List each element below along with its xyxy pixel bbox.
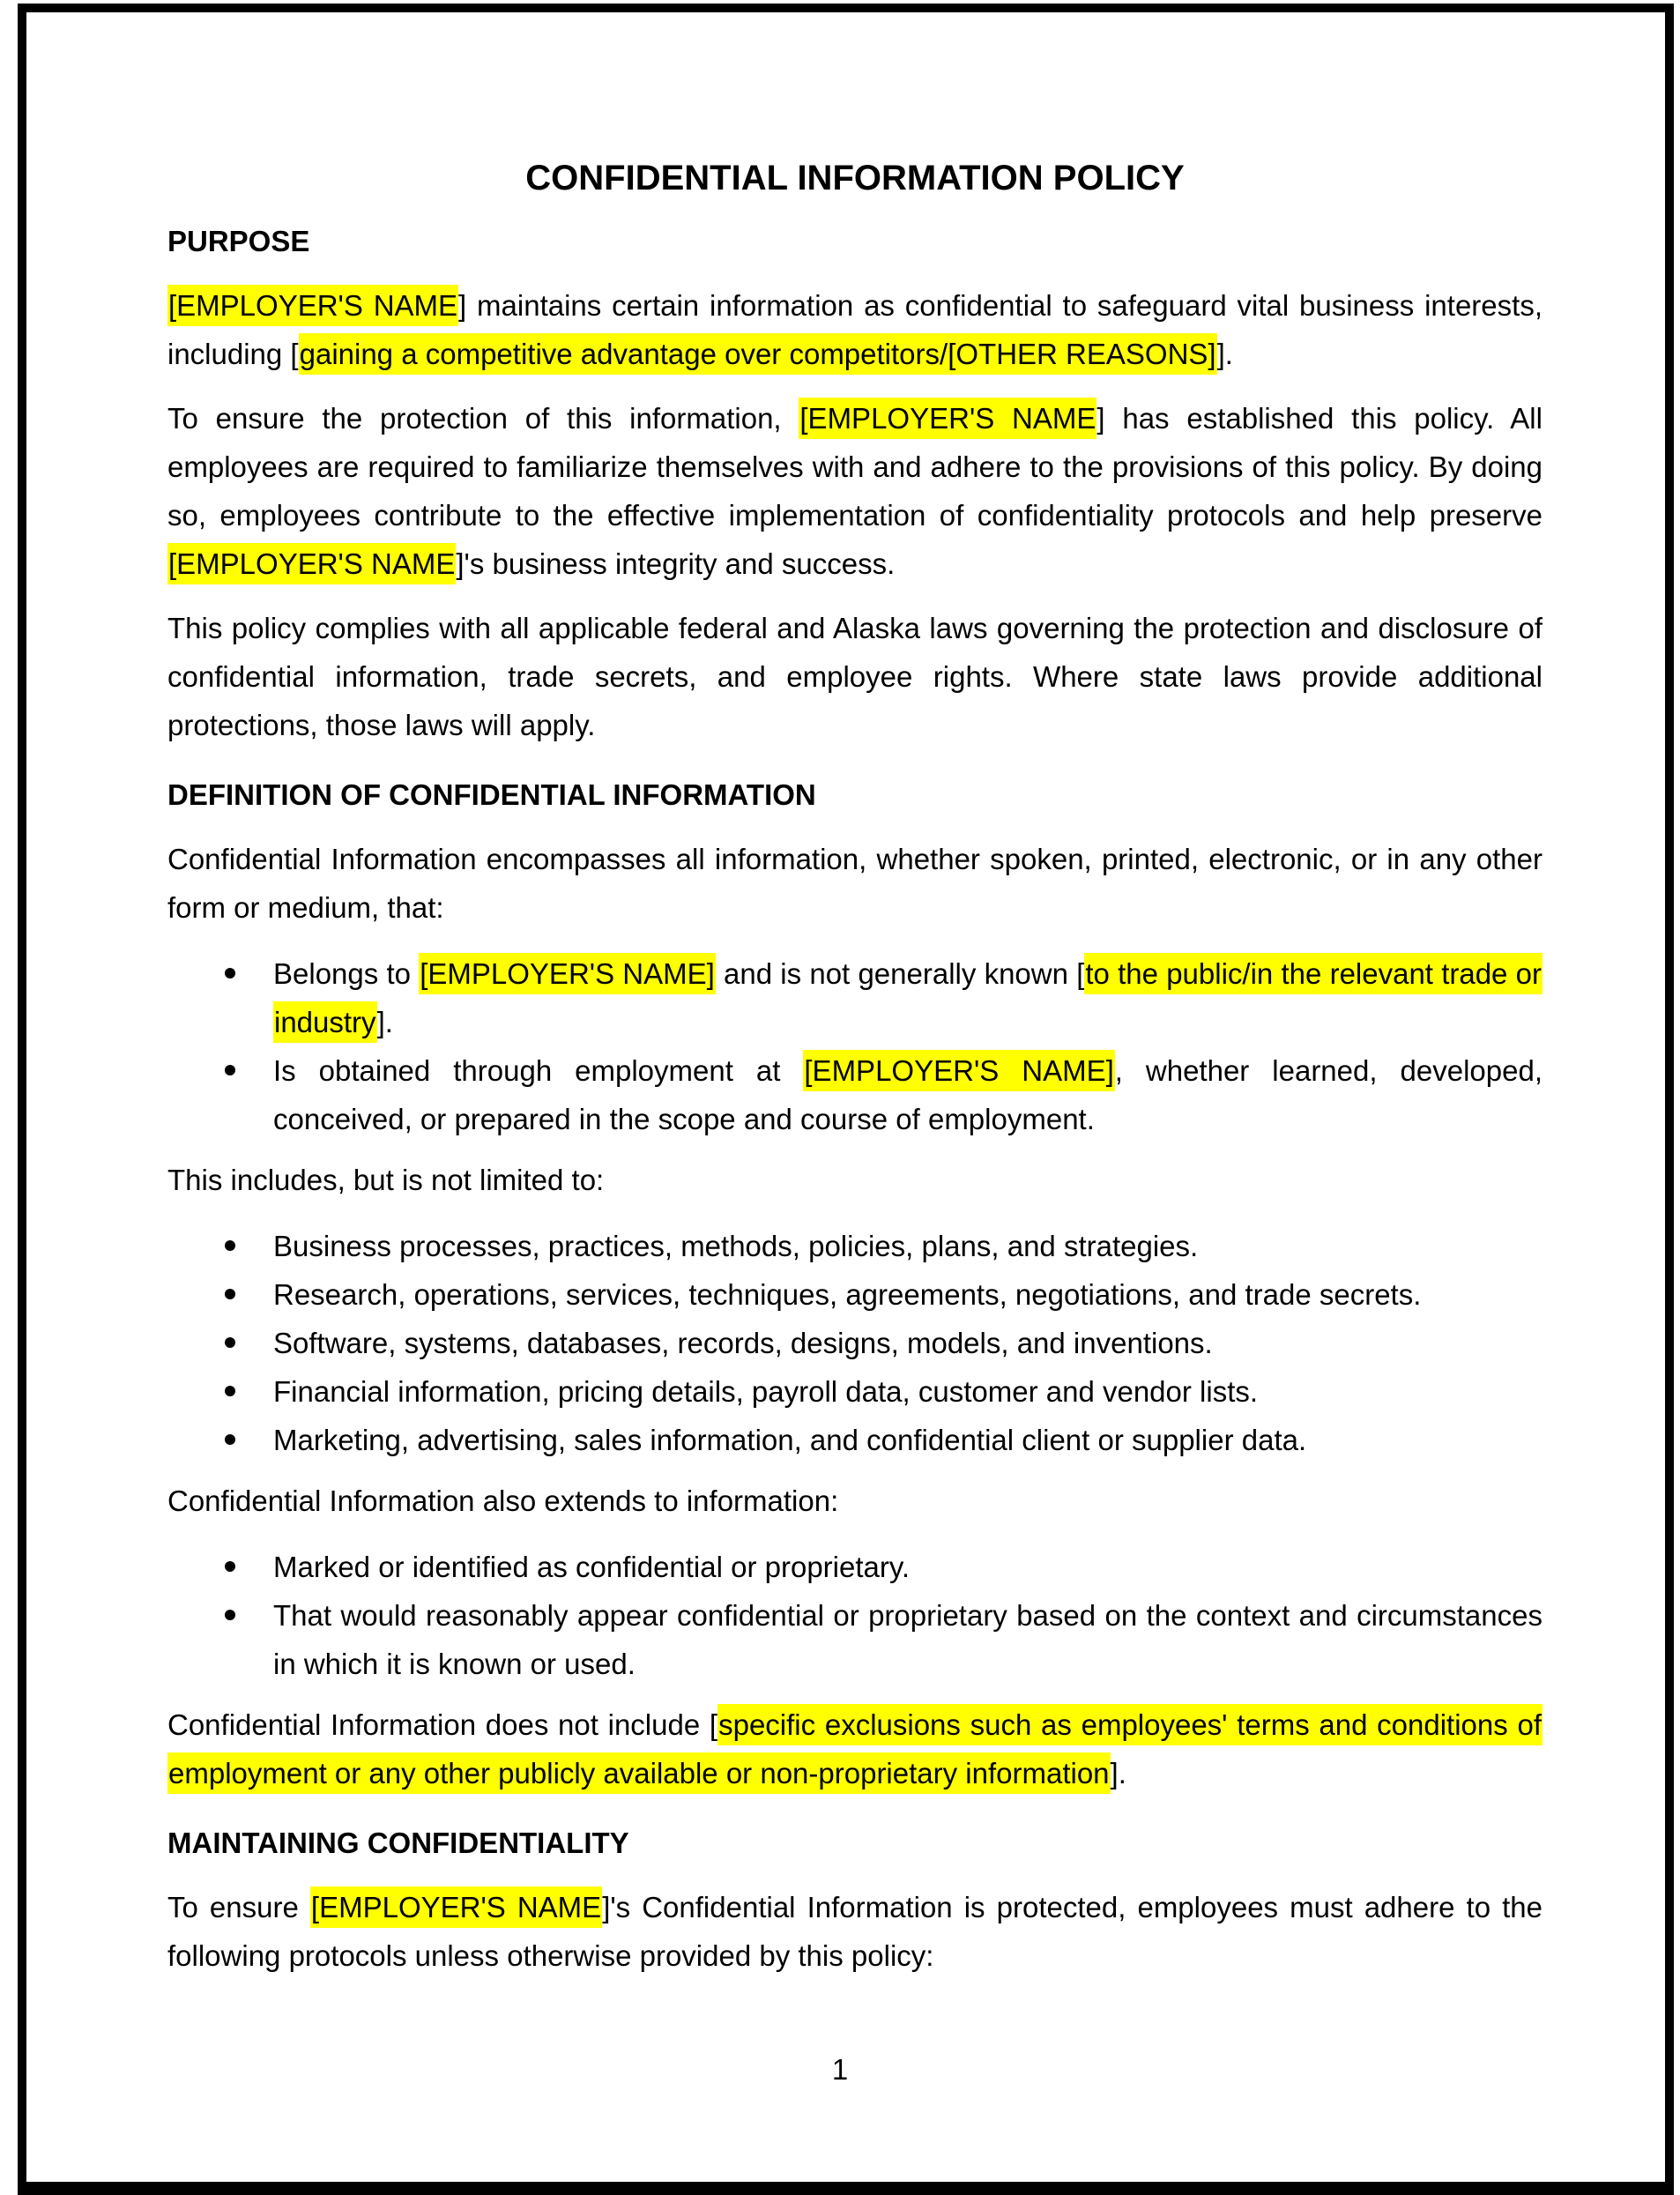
bullet-item xyxy=(273,1367,1542,1416)
text-run: ] has established this policy. All employees are required to familiarize themselves with and adhere to the provisions of this policy. By doing so, employees contribute to the effective implementation of confidentiality protocols and help preserve xyxy=(167,402,1542,532)
text-run: Software, systems, databases, records, designs, models, and inventions. xyxy=(273,1327,1213,1359)
paragraph xyxy=(167,604,1542,749)
bullet-list xyxy=(167,949,1542,1143)
bullet-item xyxy=(273,1319,1542,1367)
paragraph xyxy=(167,281,1542,378)
text-run: To ensure xyxy=(167,1891,310,1923)
text-run: and is not generally known [ xyxy=(715,957,1085,990)
paragraph xyxy=(167,1883,1542,1980)
bullet-item xyxy=(273,949,1542,1046)
text-run: Is obtained through employment at xyxy=(273,1054,804,1087)
text-run: , whether learned, developed, conceived, or prepared in the scope and course of employment. xyxy=(273,1054,1542,1135)
text-run: To ensure the protection of this information, xyxy=(167,402,799,435)
text-run: ]'s Confidential Information is protected, employees must adhere to the following protocols unless otherwise provided by this policy: xyxy=(167,1891,1542,1972)
bullet-item xyxy=(273,1270,1542,1319)
bullet-item xyxy=(273,1591,1542,1688)
paragraph xyxy=(167,1477,1542,1525)
text-run: Marked or identified as confidential or proprietary. xyxy=(273,1551,911,1583)
document-body xyxy=(167,217,1542,1980)
text-run: This includes, but is not limited to: xyxy=(167,1164,605,1196)
highlighted-text: [EMPLOYER'S NAME] xyxy=(803,1050,1114,1091)
text-run: Belongs to xyxy=(273,957,420,990)
paragraph xyxy=(167,394,1542,588)
text-run: That would reasonably appear confidential or proprietary based on the context and circumstances in which it is known or used. xyxy=(273,1599,1542,1680)
bullet-item xyxy=(273,1046,1542,1143)
text-run: This policy complies with all applicable federal and Alaska laws governing the protection and disclosure of confidential information, trade secrets, and employee rights. Where state laws provide additional protections, those laws will apply. xyxy=(167,612,1542,741)
text-run: Business processes, practices, methods, policies, plans, and strategies. xyxy=(273,1230,1199,1262)
text-run: Marketing, advertising, sales information, and confidential client or supplier data. xyxy=(273,1424,1307,1456)
text-run: ]. xyxy=(376,1006,393,1038)
highlighted-text: to the public/in the relevant trade or industry xyxy=(273,953,1542,1043)
paragraph xyxy=(167,1700,1542,1797)
paragraph xyxy=(167,1156,1542,1204)
text-run: Research, operations, services, techniques, agreements, negotiations, and trade secrets. xyxy=(273,1278,1422,1311)
text-run: Confidential Information does not include [ xyxy=(167,1708,718,1741)
highlighted-text: [EMPLOYER'S NAME xyxy=(799,398,1096,439)
section-heading: PURPOSE xyxy=(167,225,310,257)
page-number: 1 xyxy=(831,2053,849,2086)
paragraph xyxy=(167,835,1542,932)
section-heading: DEFINITION OF CONFIDENTIAL INFORMATION xyxy=(167,778,816,811)
highlighted-text: [EMPLOYER'S NAME xyxy=(310,1886,602,1928)
highlighted-text: [EMPLOYER'S NAME] xyxy=(419,953,716,994)
text-run: ]. xyxy=(1110,1757,1126,1789)
section-heading: MAINTAINING CONFIDENTIALITY xyxy=(167,1827,629,1859)
highlighted-text: specific exclusions such as employees' terms and conditions of employment or any other publicly available or non-proprietary information xyxy=(167,1704,1542,1794)
text-run: ] maintains certain information as confidential to safeguard vital business interests, including [ xyxy=(167,289,1542,370)
highlighted-text: gaining a competitive advantage over competitors/[OTHER REASONS] xyxy=(299,333,1217,375)
bullet-list xyxy=(167,1222,1542,1464)
text-run: Confidential Information also extends to information: xyxy=(167,1484,839,1517)
highlighted-text: [EMPLOYER'S NAME xyxy=(167,543,456,584)
text-run: ]'s business integrity and success. xyxy=(456,547,896,580)
text-run: Financial information, pricing details, payroll data, customer and vendor lists. xyxy=(273,1375,1259,1408)
highlighted-text: [EMPLOYER'S NAME xyxy=(167,285,458,326)
document-page xyxy=(167,0,1542,1996)
document-title: CONFIDENTIAL INFORMATION POLICY xyxy=(525,159,1185,197)
text-run: Confidential Information encompasses all information, whether spoken, printed, electronic, or in any other form or medium, that: xyxy=(167,843,1542,924)
bullet-list xyxy=(167,1543,1542,1688)
text-run: ]. xyxy=(1216,338,1233,370)
bullet-item xyxy=(273,1222,1542,1270)
bullet-item xyxy=(273,1416,1542,1464)
bullet-item xyxy=(273,1543,1542,1591)
